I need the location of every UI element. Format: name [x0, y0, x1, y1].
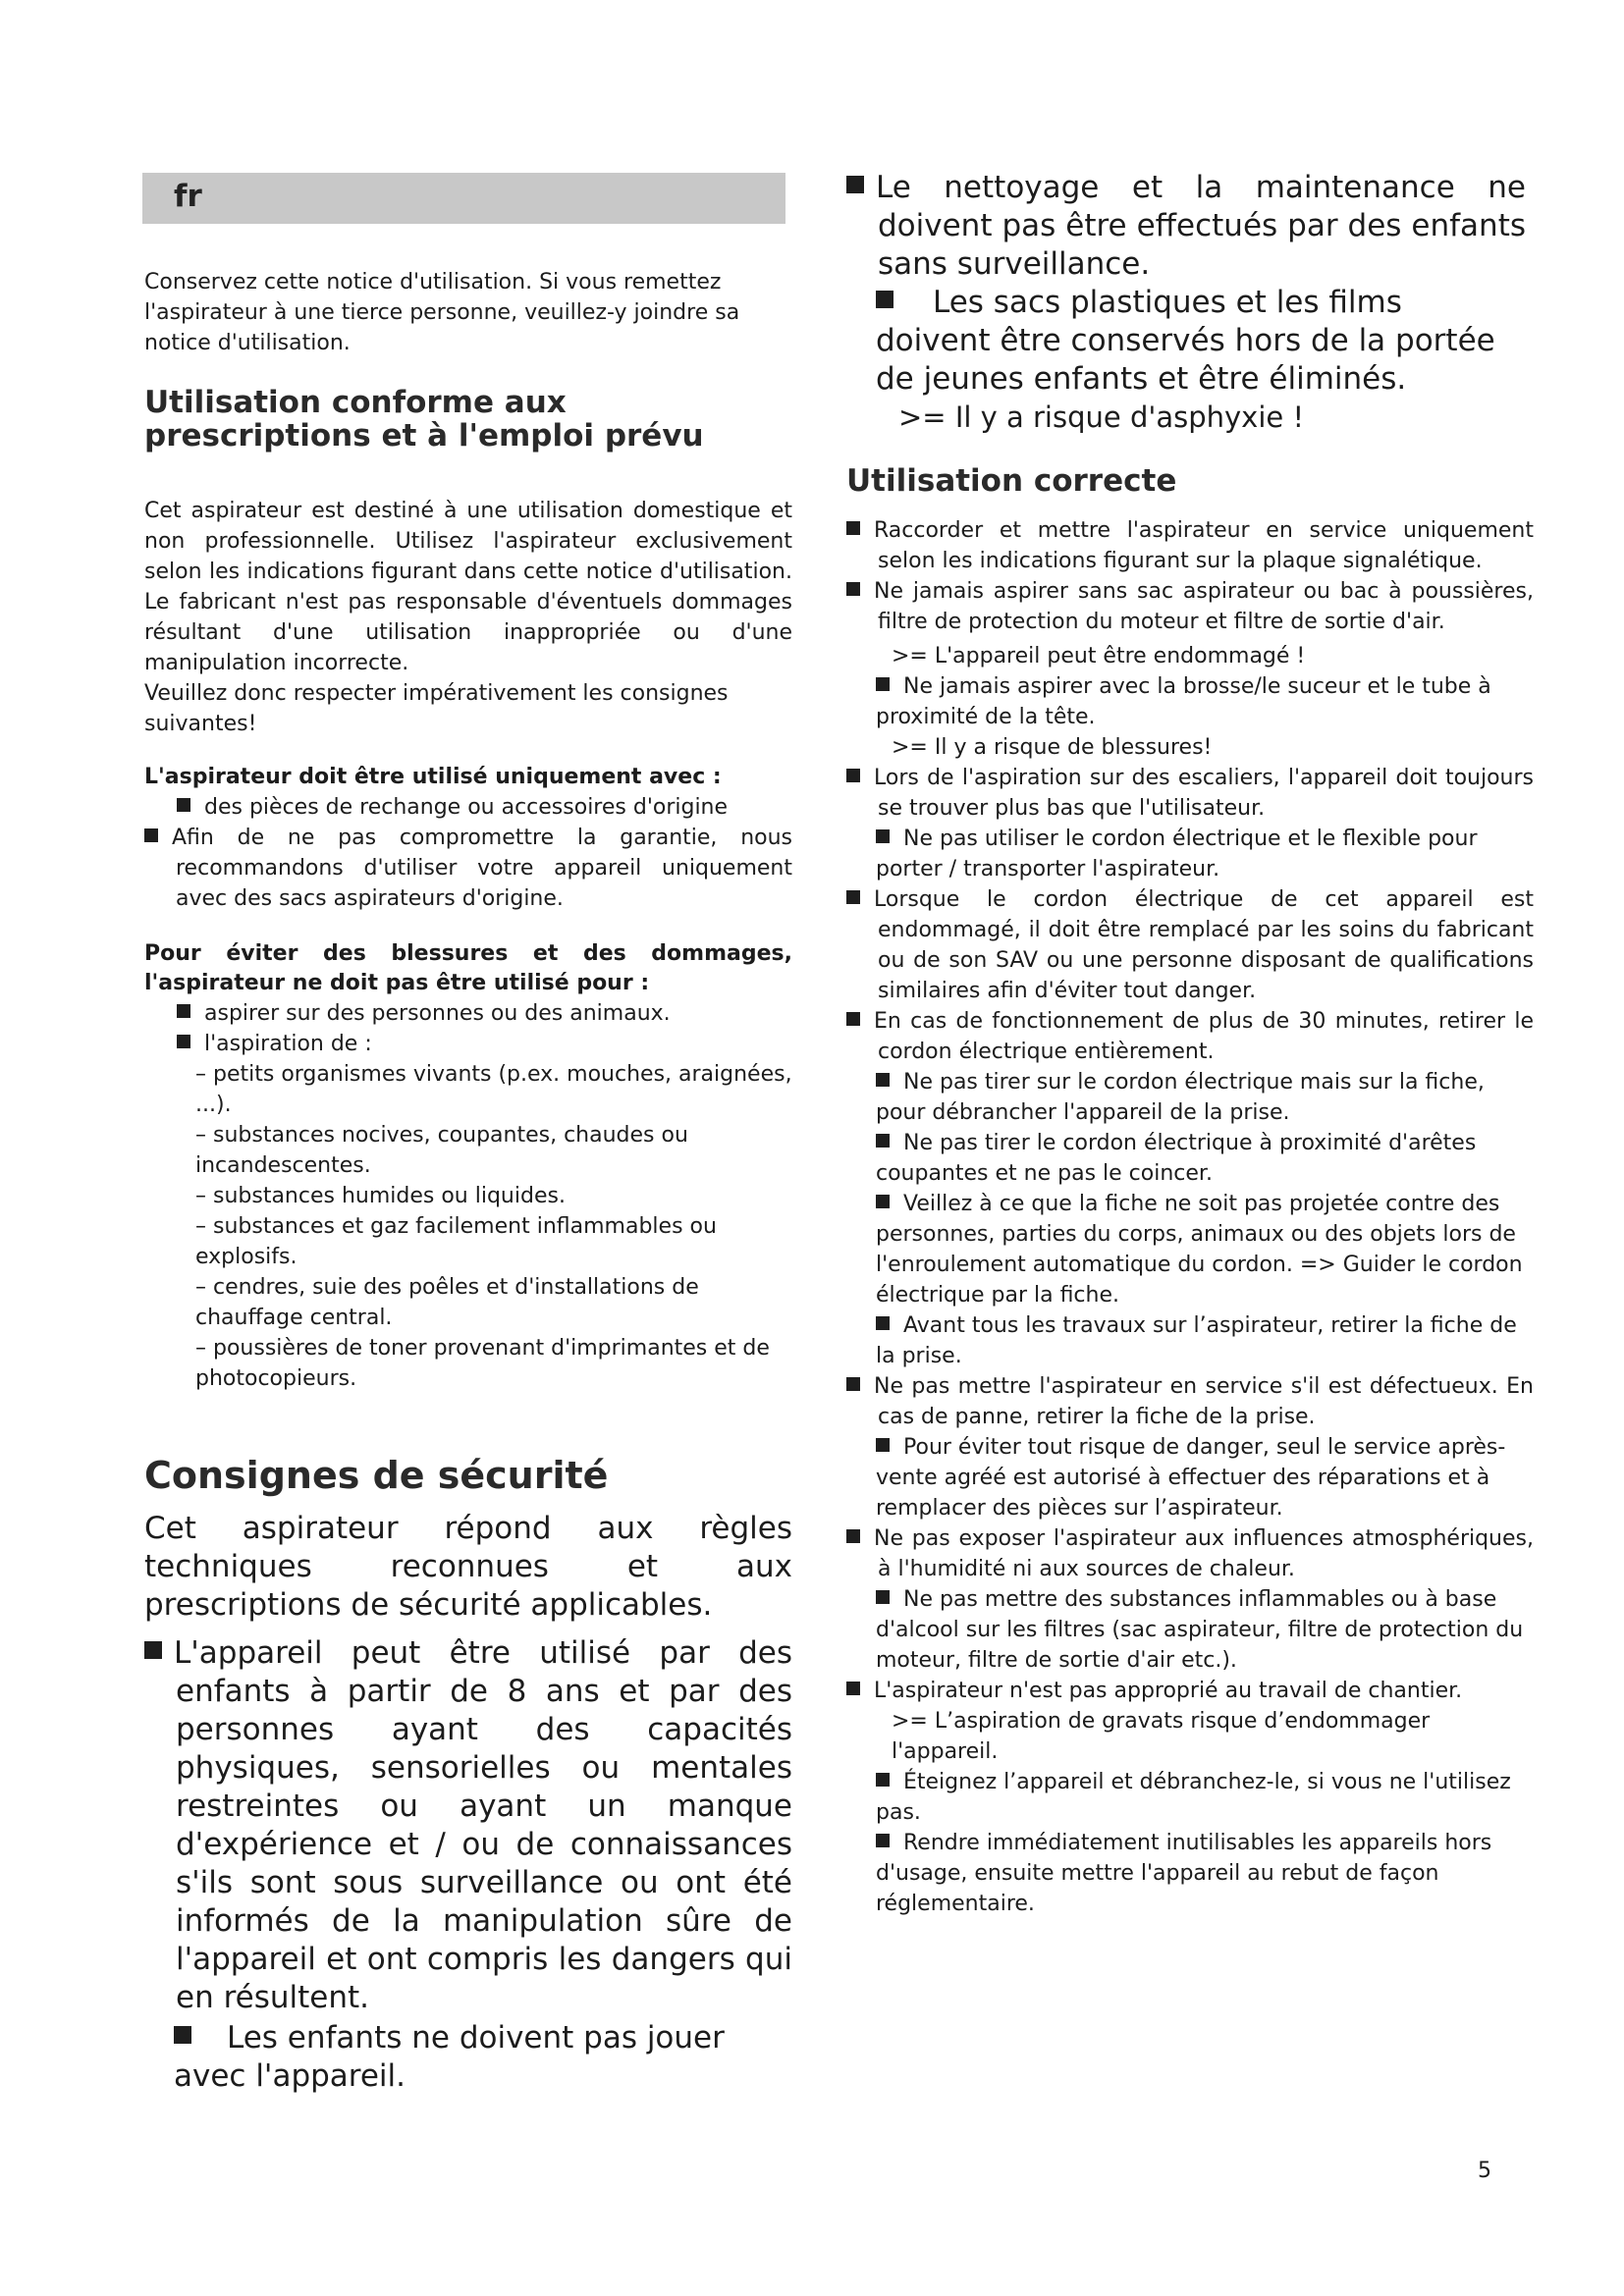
- note-item: >= L'appareil peut être endommagé !: [892, 644, 1306, 668]
- bullet-square-icon: [177, 1035, 190, 1048]
- left-column: [144, 267, 792, 2096]
- heading-safety: Consignes de sécurité: [144, 1454, 609, 1497]
- list-item: Avant tous les travaux sur l’aspirateur, retirer la fiche de la prise.: [876, 1313, 1517, 1368]
- bullet-square-icon: [846, 890, 860, 904]
- page-number: 5: [1478, 2159, 1491, 2183]
- list-item: Afin de ne pas compromettre la garantie, nous recommandons d'utiliser votre appareil uniquement avec des sacs aspirateurs d'origine.: [144, 823, 792, 914]
- dash-item: – petits organismes vivants (p.ex. mouches, araignées, ...).: [195, 1062, 792, 1117]
- subheading-not-use-for: Pour éviter des blessures et des dommages, l'aspirateur ne doit pas être utilisé pour :: [144, 941, 792, 995]
- dash-item: – substances et gaz facilement inflammables ou explosifs.: [195, 1214, 717, 1269]
- dash-item: – substances nocives, coupantes, chaudes ou incandescentes.: [195, 1123, 688, 1178]
- list-item: Ne pas tirer sur le cordon électrique mais sur la fiche, pour débrancher l'appareil de la prise.: [876, 1070, 1485, 1125]
- list-item: Ne pas exposer l'aspirateur aux influences atmosphériques, à l'humidité ni aux sources de chaleur.: [846, 1523, 1534, 1584]
- list-item: Ne pas mettre l'aspirateur en service s'il est défectueux. En cas de panne, retirer la fiche de la prise.: [846, 1371, 1534, 1432]
- list-item: L'aspirateur n'est pas approprié au travail de chantier.: [846, 1676, 1534, 1706]
- list-item: aspirer sur des personnes ou des animaux.: [144, 998, 792, 1029]
- heading-usage: Utilisation conforme aux prescriptions et à l'emploi prévu: [144, 385, 704, 454]
- list-item: Ne pas utiliser le cordon électrique et le flexible pour porter / transporter l'aspirateur.: [876, 827, 1478, 881]
- list-item: Ne pas tirer le cordon électrique à proximité d'arêtes coupantes et ne pas le coincer.: [876, 1131, 1477, 1186]
- bullet-square-icon: [876, 1134, 890, 1148]
- bullet-square-icon: [876, 1438, 890, 1452]
- subheading-use-with: L'aspirateur doit être utilisé uniquement avec :: [144, 765, 722, 789]
- list-item: Rendre immédiatement inutilisables les appareils hors d'usage, ensuite mettre l'appareil au rebut de façon réglementaire.: [876, 1831, 1492, 1916]
- bullet-square-icon: [177, 798, 190, 812]
- right-column: [846, 169, 1534, 1919]
- bullet-square-icon: [876, 1773, 890, 1787]
- bullet-square-icon: [174, 2026, 191, 2044]
- bullet-square-icon: [846, 769, 860, 782]
- bullet-square-icon: [846, 1529, 860, 1543]
- list-item: En cas de fonctionnement de plus de 30 minutes, retirer le cordon électrique entièrement.: [846, 1006, 1534, 1067]
- list-item: des pièces de rechange ou accessoires d'origine: [144, 792, 792, 823]
- list-item: Pour éviter tout risque de danger, seul le service après-vente agréé est autorisé à effectuer des réparations et à remplacer des pièces sur l’aspirateur.: [876, 1435, 1506, 1521]
- bullet-square-icon: [876, 829, 890, 843]
- list-item: Lors de l'aspiration sur des escaliers, l'appareil doit toujours se trouver plus bas que l'utilisateur.: [846, 763, 1534, 824]
- safety-item: Les enfants ne doivent pas jouer avec l'appareil.: [174, 2020, 725, 2094]
- language-label: fr: [174, 179, 202, 214]
- correct-use-list: [846, 515, 1534, 1919]
- list-item: Ne jamais aspirer avec la brosse/le suceur et le tube à proximité de la tête.: [876, 674, 1491, 729]
- bullet-square-icon: [846, 521, 860, 535]
- intro-text: Conservez cette notice d'utilisation. Si vous remettez l'aspirateur à une tierce personne, veuillez-y joindre sa notice d'utilisation.: [144, 270, 740, 355]
- language-header-bar: [142, 173, 785, 224]
- safety-intro: Cet aspirateur répond aux règles techniques reconnues et aux prescriptions de sécurité applicables.: [144, 1511, 792, 1623]
- dash-item: – poussières de toner provenant d'imprimantes et de photocopieurs.: [195, 1336, 770, 1391]
- usage-paragraph: Cet aspirateur est destiné à une utilisation domestique et non professionnelle. Utilisez l'aspirateur exclusivement selon les indications figurant dans cette notice d'utilisation. Le fabricant n'est pas responsable d'éventuels dommages résultant d'une utilisation inappropriée ou d'une manipulation incorrecte.: [144, 499, 792, 675]
- bullet-square-icon: [144, 1641, 162, 1659]
- note-item: >= Il y a risque de blessures!: [892, 735, 1213, 760]
- heading-correct-use: Utilisation correcte: [846, 463, 1177, 499]
- safety-item: Les sacs plastiques et les films doivent être conservés hors de la portée de jeunes enfants et être éliminés.: [876, 285, 1495, 397]
- safety-item: Le nettoyage et la maintenance ne doivent pas être effectués par des enfants sans surveillance.: [846, 169, 1526, 284]
- bullet-square-icon: [144, 828, 158, 842]
- list-item: Ne jamais aspirer sans sac aspirateur ou bac à poussières, filtre de protection du moteur et filtre de sortie d'air.: [846, 576, 1534, 637]
- bullet-square-icon: [876, 1073, 890, 1087]
- list-item: Lorsque le cordon électrique de cet appareil est endommagé, il doit être remplacé par les soins du fabricant ou de son SAV ou une personne disposant de qualifications similaires afin d'éviter tout danger.: [846, 884, 1534, 1006]
- risk-note: >= Il y a risque d'asphyxie !: [898, 400, 1305, 434]
- bullet-square-icon: [846, 176, 864, 193]
- bullet-square-icon: [846, 1012, 860, 1026]
- bullet-square-icon: [846, 582, 860, 596]
- dash-item: – substances humides ou liquides.: [195, 1184, 566, 1208]
- bullet-square-icon: [876, 1834, 890, 1847]
- bullet-square-icon: [177, 1004, 190, 1018]
- list-item: Éteignez l’appareil et débranchez-le, si vous ne l'utilisez pas.: [876, 1770, 1511, 1825]
- bullet-square-icon: [846, 1377, 860, 1391]
- note-item: >= L’aspiration de gravats risque d’endommager l'appareil.: [892, 1709, 1431, 1764]
- list-item: Veillez à ce que la fiche ne soit pas projetée contre des personnes, parties du corps, animaux ou des objets lors de l'enroulement automatique du cordon. => Guider le cordon électrique par la fiche.: [876, 1192, 1523, 1308]
- bullet-square-icon: [876, 1195, 890, 1208]
- bullet-square-icon: [876, 1590, 890, 1604]
- dash-item: – cendres, suie des poêles et d'installations de chauffage central.: [195, 1275, 699, 1330]
- bullet-square-icon: [846, 1682, 860, 1695]
- list-item: Raccorder et mettre l'aspirateur en service uniquement selon les indications figurant sur la plaque signalétique.: [846, 515, 1534, 576]
- usage-paragraph-2: Veuillez donc respecter impérativement les consignes suivantes!: [144, 681, 729, 736]
- safety-item: L'appareil peut être utilisé par des enfants à partir de 8 ans et par des personnes ayant des capacités physiques, sensorielles ou mentales restreintes ou ayant un manque d'expérience et / ou de connaissances s'ils sont sous surveillance ou ont été informés de la manipulation sûre de l'appareil et ont compris les dangers qui en résultent.: [144, 1634, 792, 2017]
- bullet-square-icon: [876, 291, 893, 308]
- bullet-square-icon: [876, 677, 890, 691]
- list-item: Ne pas mettre des substances inflammables ou à base d'alcool sur les filtres (sac aspirateur, filtre de protection du moteur, filtre de sortie d'air etc.).: [876, 1587, 1524, 1673]
- bullet-square-icon: [876, 1316, 890, 1330]
- list-item: l'aspiration de :: [144, 1029, 792, 1059]
